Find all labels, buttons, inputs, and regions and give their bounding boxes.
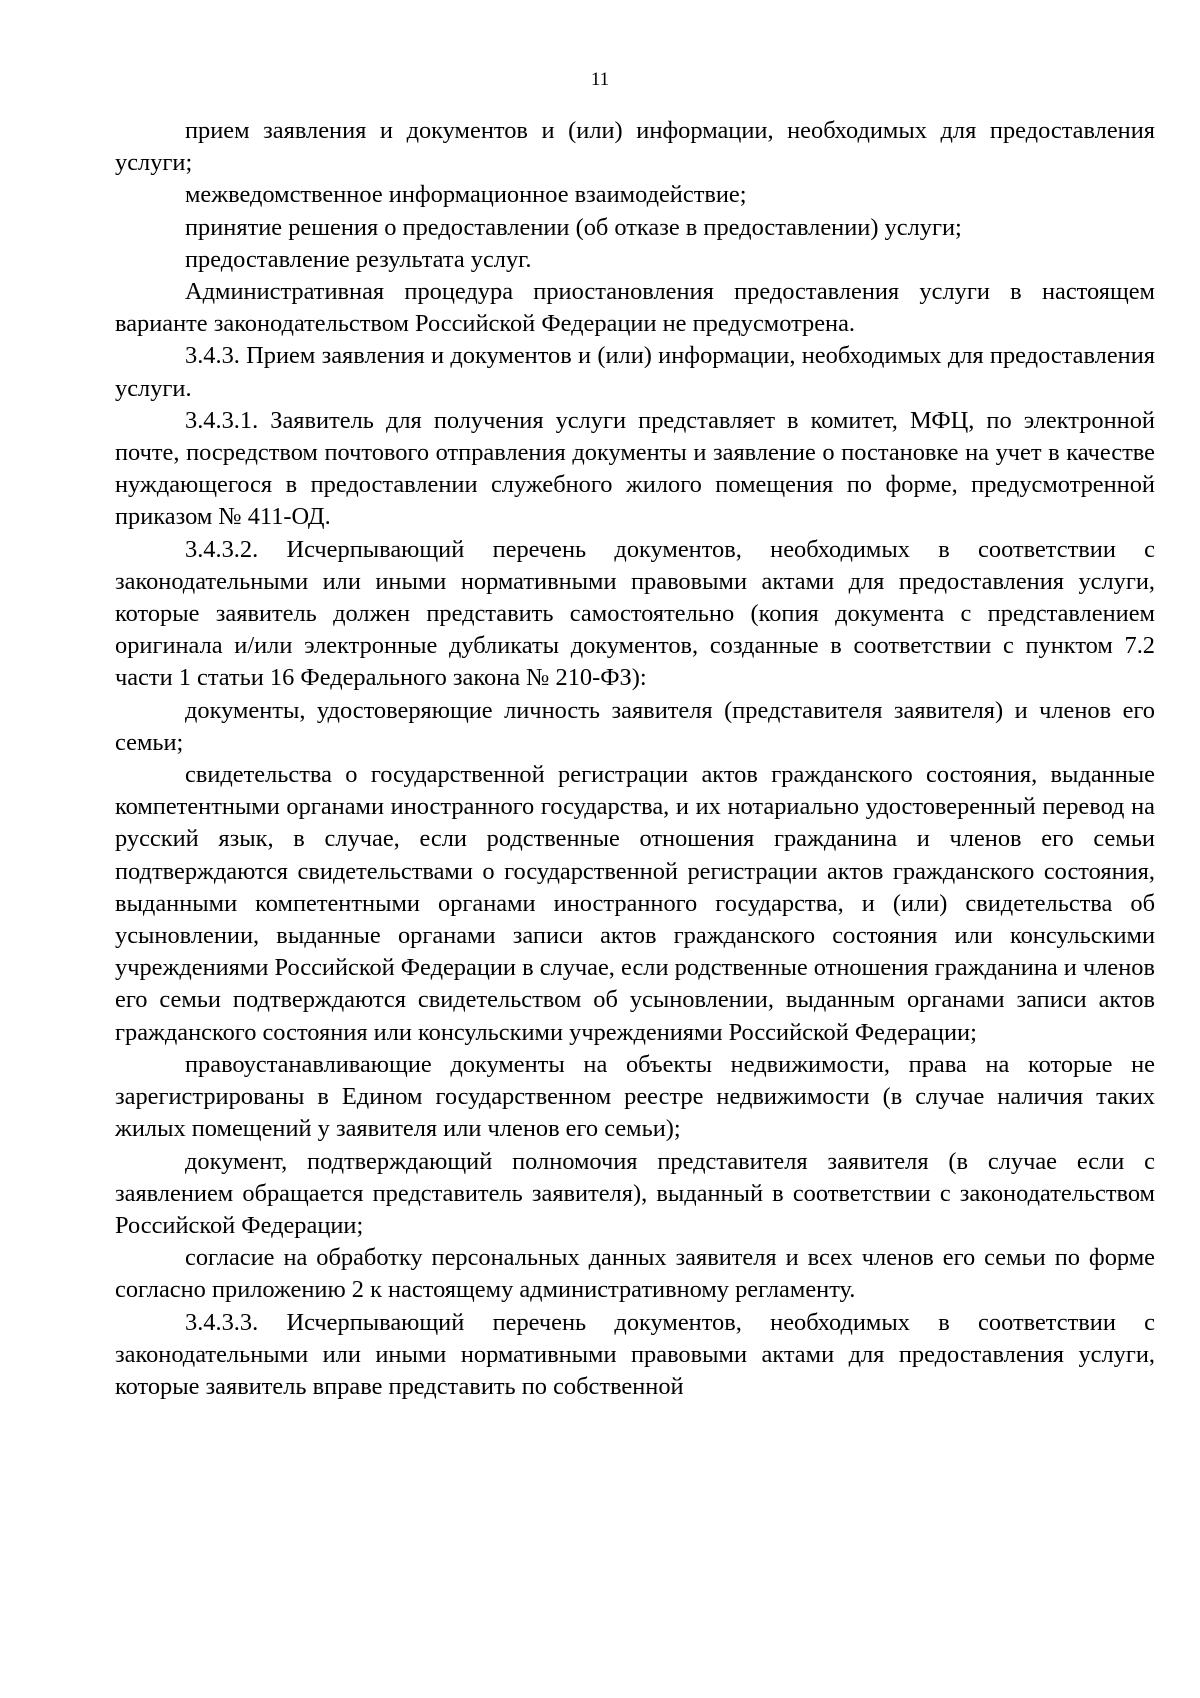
- paragraph: Административная процедура приостановления предоставления услуги в настоящем варианте законодательством Российской Федерации не предусмотрена.: [115, 278, 1155, 338]
- paragraph: предоставление результата услуг.: [185, 245, 532, 273]
- paragraph: межведомственное информационное взаимодействие;: [185, 181, 747, 209]
- paragraph: прием заявления и документов и (или) информации, необходимых для предоставления услуги;: [115, 117, 1155, 177]
- paragraph: согласие на обработку персональных данных заявителя и всех членов его семьи по форме согласно приложению 2 к настоящему административному регламенту.: [115, 1244, 1155, 1304]
- paragraph: документ, подтверждающий полномочия представителя заявителя (в случае если с заявлением обращается представитель заявителя), выданный в соответствии с законодательством Российской Федерации;: [115, 1147, 1155, 1239]
- paragraph: документы, удостоверяющие личность заявителя (представителя заявителя) и членов его семьи;: [115, 696, 1155, 756]
- paragraph: правоустанавливающие документы на объекты недвижимости, права на которые не зарегистрированы в Едином государственном реестре недвижимости (в случае наличия таких жилых помещений у заявителя или членов его семьи);: [115, 1050, 1155, 1143]
- paragraph-section-3-4-3-3: 3.4.3.3. Исчерпывающий перечень документов, необходимых в соответствии с законодательными или иными нормативными правовыми актами для предоставления услуги, которые заявитель вправе представить по собственной: [115, 1308, 1155, 1400]
- paragraph: принятие решения о предоставлении (об отказе в предоставлении) услуги;: [185, 213, 962, 241]
- document-body: [115, 115, 1155, 1403]
- paragraph-section-3-4-3-2: 3.4.3.2. Исчерпывающий перечень документов, необходимых в соответствии с законодательными или иными нормативными правовыми актами для предоставления услуги, которые заявитель должен представить самостоятельно (копия документа с представлением оригинала и/или электронные дубликаты документов, созданные в соответствии с пунктом 7.2 части 1 статьи 16 Федерального закона № 210-ФЗ):: [115, 535, 1155, 692]
- paragraph-section-3-4-3: 3.4.3. Прием заявления и документов и (или) информации, необходимых для предоставления услуги.: [115, 342, 1155, 402]
- page-number: 11: [590, 69, 610, 90]
- paragraph: свидетельства о государственной регистрации актов гражданского состояния, выданные компетентными органами иностранного государства, и их нотариально удостоверенный перевод на русский язык, в случае, если родственные отношения гражданина и членов его семьи подтверждаются свидетельствами о государственной регистрации актов гражданского состояния, выданными компетентными органами иностранного государства, и (или) свидетельства об усыновлении, выданные органами записи актов гражданского состояния или консульскими учреждениями Российской Федерации в случае, если родственные отношения гражданина и членов его семьи подтверждаются свидетельством об усыновлении, выданным органами записи актов гражданского состояния или консульскими учреждениями Российской Федерации;: [115, 761, 1155, 1046]
- paragraph-section-3-4-3-1: 3.4.3.1. Заявитель для получения услуги представляет в комитет, МФЦ, по электронной почте, посредством почтового отправления документы и заявление о постановке на учет в качестве нуждающегося в предоставлении служебного жилого помещения по форме, предусмотренной приказом № 411-ОД.: [115, 406, 1155, 531]
